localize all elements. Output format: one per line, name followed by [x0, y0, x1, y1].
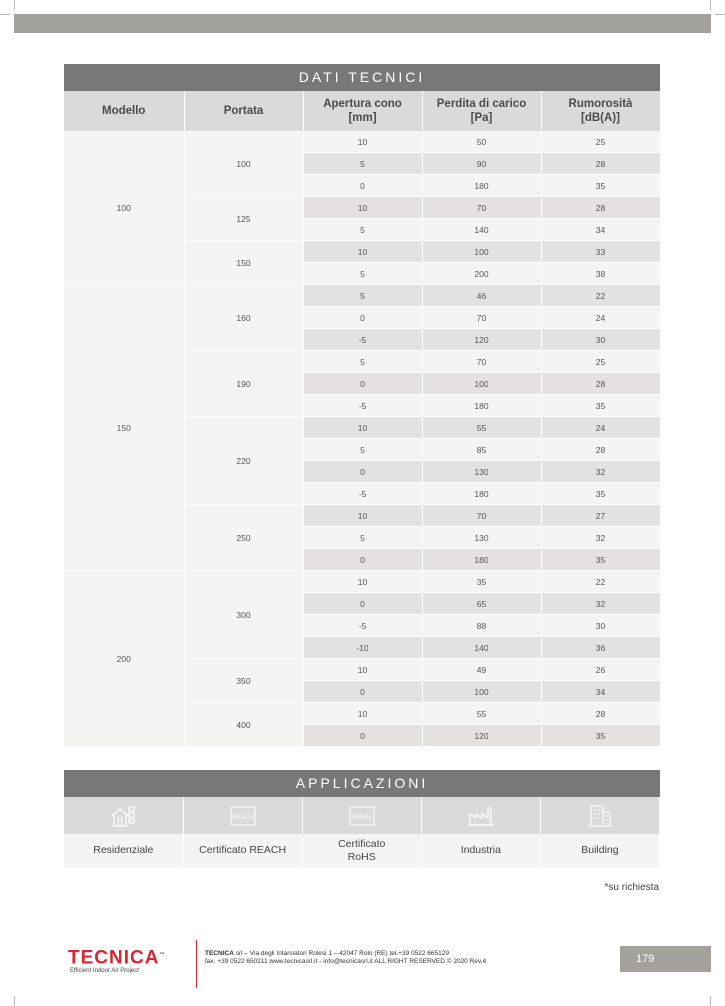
- logo-wordmark: TECNICA™: [68, 947, 166, 969]
- noise-cell: 30: [541, 329, 660, 351]
- col-header-model: Modello: [64, 91, 184, 131]
- tecnica-logo: [68, 946, 165, 974]
- tech-section-title: DATI TECNICI: [64, 64, 660, 91]
- factory-icon: [467, 805, 495, 827]
- noise-cell: 27: [541, 505, 660, 527]
- reach-icon: [230, 806, 256, 826]
- pressure-loss-cell: 88: [422, 615, 541, 637]
- cone-cell: 5: [303, 153, 422, 175]
- cone-cell: 0: [303, 549, 422, 571]
- app-cell-residential: [64, 797, 183, 834]
- pressure-loss-cell: 130: [422, 527, 541, 549]
- col-header-flow: Portata: [184, 91, 303, 131]
- tech-table: [64, 91, 661, 747]
- model-cell: 150: [64, 285, 184, 571]
- noise-cell: 28: [541, 197, 660, 219]
- flow-cell: 220: [184, 417, 303, 505]
- cone-cell: 5: [303, 439, 422, 461]
- pressure-loss-cell: 85: [422, 439, 541, 461]
- model-cell: 200: [64, 571, 184, 747]
- noise-cell: 36: [541, 637, 660, 659]
- noise-cell: 28: [541, 373, 660, 395]
- footer-divider: [196, 940, 197, 988]
- footer-address: TECNICA srl – Via degli Intarsiatori Rolesi 1 – 42047 Rolo (RE) tel.+39 0522 665129 fax. +39 0522 650211 www.tecnicasrl.it - info@tecnicasrl.it ALL RIGHT RESERVED © 2020 Rev.4: [205, 950, 487, 965]
- cone-cell: 5: [303, 285, 422, 307]
- pressure-loss-cell: 49: [422, 659, 541, 681]
- noise-cell: 24: [541, 307, 660, 329]
- noise-cell: 35: [541, 549, 660, 571]
- pressure-loss-cell: 65: [422, 593, 541, 615]
- cone-cell: 0: [303, 461, 422, 483]
- noise-cell: 22: [541, 571, 660, 593]
- table-row: [64, 571, 660, 593]
- pressure-loss-cell: 70: [422, 351, 541, 373]
- pressure-loss-cell: 100: [422, 373, 541, 395]
- noise-cell: 28: [541, 703, 660, 725]
- pressure-loss-cell: 70: [422, 505, 541, 527]
- noise-cell: 24: [541, 417, 660, 439]
- logo-tagline: Efficient Indoor Air Project: [70, 968, 139, 975]
- cone-cell: 10: [303, 417, 422, 439]
- flow-cell: 160: [184, 285, 303, 351]
- pressure-loss-cell: 120: [422, 329, 541, 351]
- noise-cell: 25: [541, 131, 660, 153]
- col-header-noise: Rumorosità [dB(A)]: [541, 91, 660, 131]
- tech-table-header: [64, 91, 660, 131]
- crop-mark: [715, 14, 725, 15]
- app-label-residential: Residenziale: [64, 834, 183, 867]
- crop-mark: [710, 996, 711, 1006]
- noise-cell: 35: [541, 483, 660, 505]
- pressure-loss-cell: 90: [422, 153, 541, 175]
- noise-cell: 33: [541, 241, 660, 263]
- app-label-industry: Industria: [421, 834, 540, 867]
- cone-cell: -5: [303, 615, 422, 637]
- flow-cell: 400: [184, 703, 303, 747]
- noise-cell: 32: [541, 461, 660, 483]
- noise-cell: 35: [541, 395, 660, 417]
- svg-text:RoHS: RoHS: [352, 813, 372, 821]
- cone-cell: -5: [303, 395, 422, 417]
- app-cell-industry: [421, 797, 540, 834]
- noise-cell: 22: [541, 285, 660, 307]
- crop-mark: [14, 0, 15, 10]
- pressure-loss-cell: 180: [422, 549, 541, 571]
- pressure-loss-cell: 130: [422, 461, 541, 483]
- pressure-loss-cell: 70: [422, 197, 541, 219]
- cone-cell: -5: [303, 329, 422, 351]
- cone-cell: 10: [303, 505, 422, 527]
- noise-cell: 28: [541, 439, 660, 461]
- app-cell-building: [540, 797, 659, 834]
- table-row: [64, 285, 660, 307]
- noise-cell: 34: [541, 681, 660, 703]
- pressure-loss-cell: 70: [422, 307, 541, 329]
- flow-cell: 150: [184, 241, 303, 285]
- col-header-pressure-loss: Perdita di carico [Pa]: [422, 91, 541, 131]
- noise-cell: 32: [541, 593, 660, 615]
- applications-table: [64, 797, 660, 867]
- rohs-icon: [349, 806, 375, 826]
- flow-cell: 125: [184, 197, 303, 241]
- noise-cell: 26: [541, 659, 660, 681]
- cone-cell: -5: [303, 483, 422, 505]
- app-cell-rohs: [302, 797, 421, 834]
- cone-cell: 5: [303, 219, 422, 241]
- pressure-loss-cell: 140: [422, 219, 541, 241]
- noise-cell: 35: [541, 725, 660, 747]
- cone-cell: 5: [303, 263, 422, 285]
- cone-cell: 10: [303, 131, 422, 153]
- flow-cell: 350: [184, 659, 303, 703]
- app-cell-reach: [183, 797, 302, 834]
- pressure-loss-cell: 120: [422, 725, 541, 747]
- noise-cell: 34: [541, 219, 660, 241]
- cone-cell: 0: [303, 681, 422, 703]
- model-cell: 100: [64, 131, 184, 285]
- cone-cell: 0: [303, 725, 422, 747]
- app-label-building: Building: [540, 834, 659, 867]
- top-band: [14, 14, 711, 33]
- cone-cell: 0: [303, 593, 422, 615]
- cone-cell: 0: [303, 175, 422, 197]
- pressure-loss-cell: 180: [422, 483, 541, 505]
- cone-cell: 5: [303, 351, 422, 373]
- noise-cell: 32: [541, 527, 660, 549]
- cone-cell: 10: [303, 241, 422, 263]
- cone-cell: 10: [303, 703, 422, 725]
- on-request-note: *su richiesta: [604, 882, 659, 893]
- flow-cell: 100: [184, 131, 303, 197]
- cone-cell: 10: [303, 659, 422, 681]
- crop-mark: [710, 0, 711, 10]
- building-icon: [586, 804, 614, 828]
- table-row: [64, 131, 660, 153]
- cone-cell: 10: [303, 571, 422, 593]
- apps-section-title: APPLICAZIONI: [64, 770, 660, 797]
- pressure-loss-cell: 180: [422, 175, 541, 197]
- flow-cell: 250: [184, 505, 303, 571]
- cone-cell: 0: [303, 373, 422, 395]
- cone-cell: 0: [303, 307, 422, 329]
- pressure-loss-cell: 50: [422, 131, 541, 153]
- noise-cell: 28: [541, 153, 660, 175]
- cone-cell: 10: [303, 197, 422, 219]
- pressure-loss-cell: 55: [422, 703, 541, 725]
- pressure-loss-cell: 180: [422, 395, 541, 417]
- pressure-loss-cell: 100: [422, 241, 541, 263]
- svg-text:REACH: REACH: [231, 813, 255, 821]
- pressure-loss-cell: 140: [422, 637, 541, 659]
- flow-cell: 300: [184, 571, 303, 659]
- pressure-loss-cell: 55: [422, 417, 541, 439]
- cone-cell: 5: [303, 527, 422, 549]
- crop-mark: [0, 14, 10, 15]
- cone-cell: -10: [303, 637, 422, 659]
- pressure-loss-cell: 200: [422, 263, 541, 285]
- col-header-cone: Apertura cono [mm]: [303, 91, 422, 131]
- noise-cell: 25: [541, 351, 660, 373]
- pressure-loss-cell: 35: [422, 571, 541, 593]
- house-icon: [110, 804, 136, 828]
- noise-cell: 35: [541, 175, 660, 197]
- flow-cell: 190: [184, 351, 303, 417]
- page-number: 179: [620, 946, 711, 972]
- noise-cell: 38: [541, 263, 660, 285]
- crop-mark: [14, 996, 15, 1006]
- app-label-rohs: Certificato RoHS: [302, 834, 421, 867]
- noise-cell: 30: [541, 615, 660, 637]
- app-label-reach: Certificato REACH: [183, 834, 302, 867]
- pressure-loss-cell: 100: [422, 681, 541, 703]
- pressure-loss-cell: 46: [422, 285, 541, 307]
